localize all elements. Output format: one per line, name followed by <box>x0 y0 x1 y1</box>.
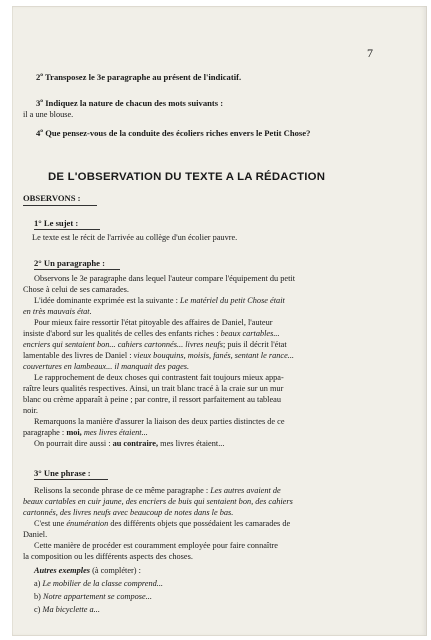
sujet-text: Le texte est le récit de l'arrivée au collège d'un écolier pauvre. <box>32 233 238 242</box>
phrase-line-7: la composition ou les différents aspects des choses. <box>23 552 193 561</box>
paragraphe-line-8-italic: vieux bouquins, moisis, fanés, sentant le rance... <box>133 351 294 360</box>
paragraphe-line-13: noir. <box>23 406 38 415</box>
example-a-text: Le mobilier de la classe comprend... <box>42 579 163 588</box>
paragraphe-line-16-text: On pourrait dire aussi : <box>34 439 113 448</box>
paragraphe-underline <box>34 269 120 270</box>
paragraphe-line-8 <box>23 351 294 360</box>
paragraphe-line-8-text: lamentable des livres de Daniel : <box>23 351 134 360</box>
sujet-underline <box>34 229 100 230</box>
question-2-text: Transposez le 3e paragraphe au présent de l'indicatif. <box>43 72 242 82</box>
paragraphe-line-16-bold: au contraire, <box>112 439 159 448</box>
paragraphe-line-3-italic: Le matériel du petit Chose était <box>179 296 285 305</box>
example-b-text: Notre appartement se compose... <box>43 592 152 601</box>
book-page <box>12 6 427 636</box>
phrase-line-3: cartonnés, des livres neufs avec beaucoup de notes dans le bas. <box>23 508 234 517</box>
phrase-line-1-italic: Les autres avaient de <box>210 486 281 495</box>
phrase-line-5: Daniel. <box>23 530 48 539</box>
section-title: DE L'OBSERVATION DU TEXTE A LA RÉDACTION <box>48 171 326 183</box>
paragraphe-line-4: en très mauvais état. <box>23 307 92 316</box>
paragraphe-line-6 <box>23 329 280 338</box>
observons-heading: OBSERVONS : <box>23 193 81 203</box>
autres-exemples-note: (à compléter) : <box>90 566 141 575</box>
phrase-line-4 <box>34 519 290 528</box>
paragraphe-line-6-italic: beaux cartables... <box>220 329 280 338</box>
paragraphe-line-2: Chose à celui de ses camarades. <box>23 285 129 294</box>
phrase-line-1 <box>34 486 281 495</box>
sujet-heading: 1° Le sujet : <box>34 218 79 228</box>
paragraphe-line-15-italic: mes livres étaient... <box>81 428 148 437</box>
paragraphe-line-15-text: paragraphe : <box>23 428 67 437</box>
paragraphe-line-7-text: ; puis il décrit l'état <box>222 340 287 349</box>
question-3-example: il a une blouse. <box>23 110 74 119</box>
question-4: 4$^o$ Que pensez-vous de la conduite des écoliers riches envers le Petit Chose? <box>36 128 311 138</box>
paragraphe-line-16 <box>34 439 224 448</box>
question-2-number: 2 <box>36 72 41 82</box>
page-number: 7 <box>367 46 373 60</box>
example-a-label: a) <box>34 579 41 588</box>
phrase-line-6: Cette manière de procéder est couramment employée pour faire connaître <box>34 541 278 550</box>
question-3-number: 3 <box>36 98 41 108</box>
example-a <box>34 579 163 588</box>
question-4-number: 4 <box>36 128 41 138</box>
autres-exemples-label: Autres exemples <box>34 566 90 575</box>
example-c-label: c) <box>34 605 41 614</box>
phrase-line-2: beaux cartables en cuir jaune, des encriers de buis qui sentaient bon, des cahiers <box>23 497 293 506</box>
phrase-line-4-text: C'est une <box>34 519 67 528</box>
paragraphe-line-1: Observons le 3e paragraphe dans lequel l'auteur compare l'équipement du petit <box>34 274 296 283</box>
paragraphe-line-10: Le rapprochement de deux choses qui contrastent fait toujours mieux appa- <box>34 373 284 382</box>
question-4-text: Que pensez-vous de la conduite des écoliers riches envers le Petit Chose? <box>43 128 311 138</box>
paragraphe-line-7-italic: encriers qui sentaient bon... cahiers cartonnés... livres neufs <box>23 340 223 349</box>
question-2: 2$^o$ Transposez le 3e paragraphe au présent de l'indicatif. <box>36 72 242 82</box>
paragraphe-line-15 <box>23 428 148 437</box>
paragraphe-line-11: raître leurs qualités respectives. Ainsi, un trait blanc tracé à la craie sur un mur <box>23 384 284 393</box>
paragraphe-line-9: couvertures en lambeaux... il manquait des pages. <box>23 362 190 371</box>
paragraphe-line-3 <box>34 296 285 305</box>
paragraphe-line-5: Pour mieux faire ressortir l'état pitoyable des affaires de Daniel, l'auteur <box>34 318 273 327</box>
paragraphe-line-14: Remarquons la manière d'assurer la liaison des deux parties distinctes de ce <box>34 417 285 426</box>
example-c <box>34 605 100 614</box>
example-b-label: b) <box>34 592 41 601</box>
paragraphe-heading: 2° Un paragraphe : <box>34 258 105 268</box>
example-c-text: Ma bicyclette a... <box>42 605 100 614</box>
example-b <box>34 592 152 601</box>
paragraphe-line-3-text: L'idée dominante exprimée est la suivante : <box>34 296 180 305</box>
paragraphe-line-16-end: mes livres étaient... <box>158 439 225 448</box>
autres-exemples <box>34 566 141 575</box>
question-3-text: Indiquez la nature de chacun des mots suivants : <box>43 98 224 108</box>
phrase-line-4-italic: énumération <box>66 519 109 528</box>
phrase-line-4-end: des différents objets que possédaient les camarades de <box>108 519 291 528</box>
paragraphe-line-12: blanc ou crème apparaît à peine ; par contre, il ressort parfaitement au tableau <box>23 395 282 404</box>
phrase-underline <box>34 479 108 480</box>
paragraphe-line-7 <box>23 340 287 349</box>
phrase-heading: 3° Une phrase : <box>34 468 91 478</box>
question-3: 3$^o$ Indiquez la nature de chacun des mots suivants : <box>36 98 224 108</box>
phrase-line-1-text: Relisons la seconde phrase de ce même paragraphe : <box>34 486 211 495</box>
paragraphe-line-15-bold: moi, <box>66 428 82 437</box>
observons-underline <box>23 205 97 206</box>
paragraphe-line-6-text: insiste d'abord sur les qualités de celles des enfants riches : <box>23 329 221 338</box>
